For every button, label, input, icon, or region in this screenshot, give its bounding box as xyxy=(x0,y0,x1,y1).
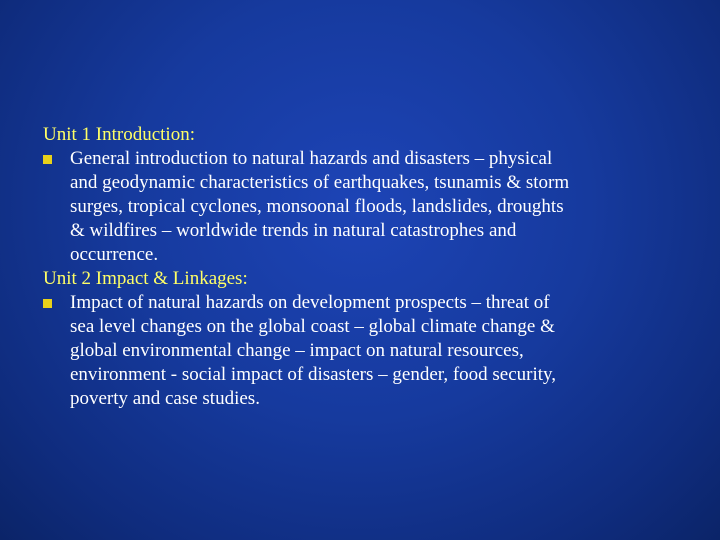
unit1-heading: Unit 1 Introduction: xyxy=(43,124,195,145)
unit2-heading: Unit 2 Impact & Linkages: xyxy=(43,268,248,289)
unit1-bullet-line: occurrence. xyxy=(70,244,159,265)
square-bullet-icon xyxy=(43,299,52,308)
unit1-bullet-line: and geodynamic characteristics of earthquakes, tsunamis & storm xyxy=(70,172,570,193)
unit2-bullet-line: poverty and case studies. xyxy=(70,388,260,409)
unit1-bullet-item xyxy=(43,147,693,267)
unit2-bullet-line: global environmental change – impact on natural resources, xyxy=(70,340,524,361)
unit1-bullet-line: & wildfires – worldwide trends in natural catastrophes and xyxy=(70,220,517,241)
unit1-bullet-line: General introduction to natural hazards and disasters – physical xyxy=(70,148,553,169)
unit2-bullet-line: Impact of natural hazards on development prospects – threat of xyxy=(70,292,550,313)
unit1-bullet-line: surges, tropical cyclones, monsoonal floods, landslides, droughts xyxy=(70,196,564,217)
unit2-bullet-item xyxy=(43,291,693,411)
unit2-bullet-line: sea level changes on the global coast – global climate change & xyxy=(70,316,555,337)
unit2-bullet-line: environment - social impact of disasters – gender, food security, xyxy=(70,364,557,385)
square-bullet-icon xyxy=(43,155,52,164)
slide-content xyxy=(43,123,693,411)
